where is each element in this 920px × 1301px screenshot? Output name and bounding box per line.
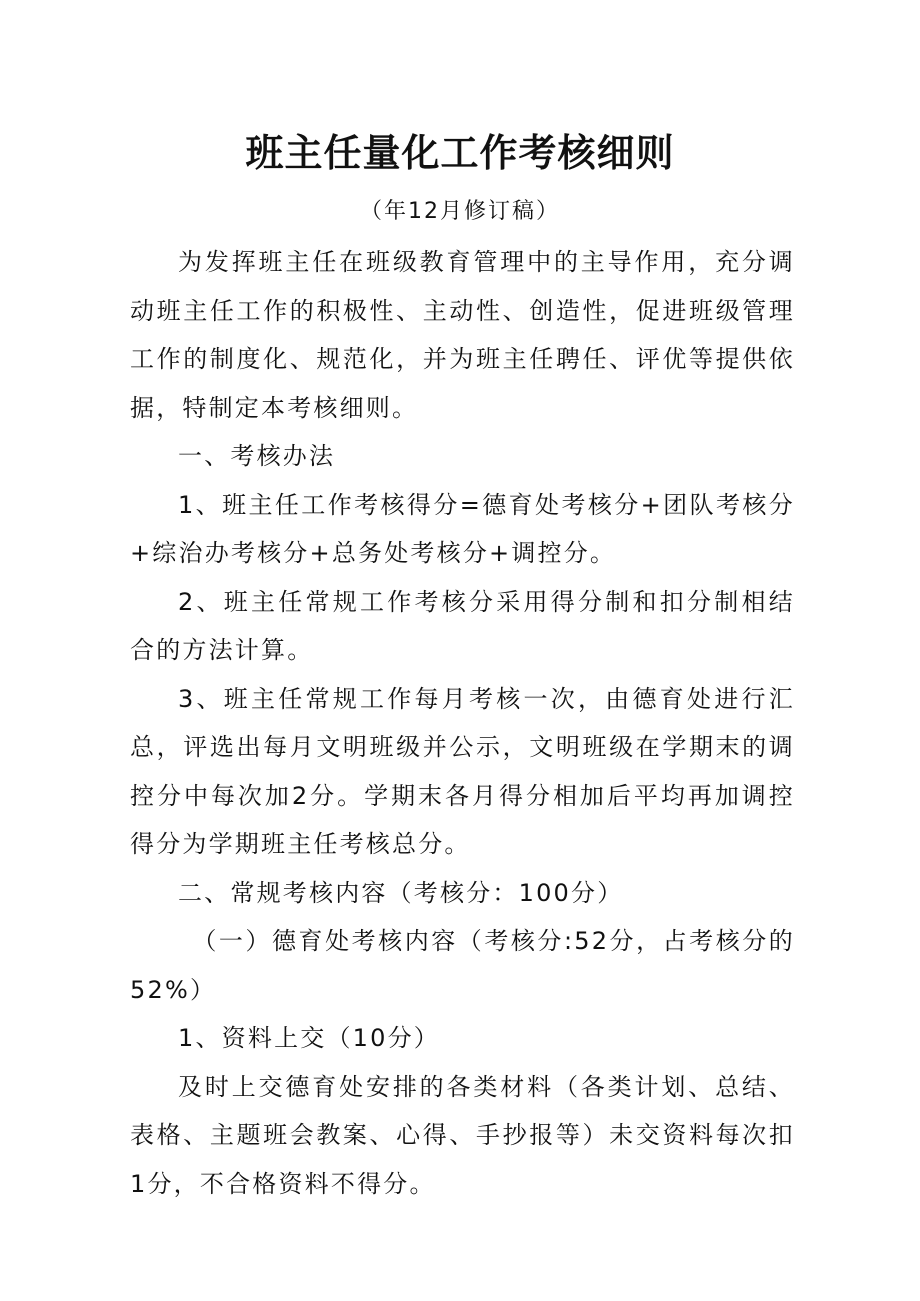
paragraph-monthly-assessment: 3、班主任常规工作每月考核一次，由德育处进行汇总，评选出每月文明班级并公示，文明班级在学期末的调控分中每次加2分。学期末各月得分相加后平均再加调控得分为学期班主任考核总分。 xyxy=(130,684,795,858)
document-subtitle: （年12月修订稿） xyxy=(360,199,560,224)
intro-paragraph: 为发挥班主任在班级教育管理中的主导作用，充分调动班主任工作的积极性、主动性、创造性，促进班级管理工作的制度化、规范化，并为班主任聘任、评优等提供依据，特制定本考核细则。 xyxy=(130,248,795,422)
document-title: 班主任量化工作考核细则 xyxy=(245,131,675,175)
paragraph-materials-detail: 及时上交德育处安排的各类材料（各类计划、总结、表格、主题班会教案、心得、手抄报等）未交资料每次扣1分，不合格资料不得分。 xyxy=(130,1072,795,1198)
subsection-heading-moral-office: （一）德育处考核内容（考核分:52分，占考核分的52%） xyxy=(130,927,795,1004)
section-heading-routine-content: 二、常规考核内容（考核分：100分） xyxy=(178,878,624,907)
item-heading-materials: 1、资料上交（10分） xyxy=(178,1024,441,1052)
paragraph-score-formula: 1、班主任工作考核得分=德育处考核分+团队考核分+综治办考核分+总务处考核分+调控分。 xyxy=(130,490,795,567)
paragraph-calculation-method: 2、班主任常规工作考核分采用得分制和扣分制相结合的方法计算。 xyxy=(130,587,795,664)
document-body xyxy=(130,238,795,1208)
section-heading-assessment-method: 一、考核办法 xyxy=(178,442,336,470)
